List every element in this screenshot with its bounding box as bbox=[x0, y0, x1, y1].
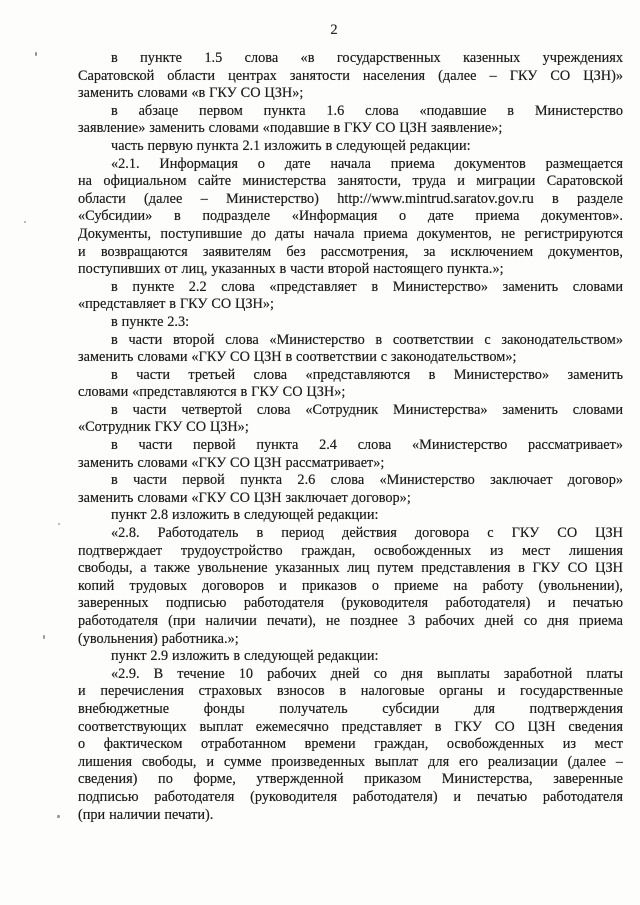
text-line: «2.9. В течение 10 рабочих дней со дня выплаты заработной платы bbox=[111, 665, 623, 682]
scan-artifact bbox=[58, 523, 60, 525]
text-line: заменить словами «ГКУ СО ЦЗН в соответствии с законодательством»; bbox=[78, 349, 517, 366]
text-line: пункт 2.9 изложить в следующей редакции: bbox=[111, 648, 379, 665]
text-line: лишения свободы, и сумме произведенных выплат для его реализации (далее – bbox=[78, 753, 623, 770]
text-line: заявление» заменить словами «подавшие в ГКУ СО ЦЗН заявление»; bbox=[78, 120, 503, 137]
text-line: копий трудовых договоров и приказов о приеме на работу (увольнении), bbox=[78, 577, 623, 594]
text-line: области (далее – Министерство) http://www.mintrud.saratov.gov.ru в разделе bbox=[78, 190, 623, 207]
text-line: в части третьей слова «представляются в Министерство» заменить bbox=[111, 366, 623, 383]
text-line: пункт 2.8 изложить в следующей редакции: bbox=[111, 507, 379, 524]
text-line: заменить словами «в ГКУ СО ЦЗН»; bbox=[78, 85, 304, 102]
text-line: «представляет в ГКУ СО ЦЗН»; bbox=[78, 296, 274, 313]
text-line: «2.1. Информация о дате начала приема документов размещается bbox=[111, 155, 623, 172]
text-line: сведения) по форме, утвержденной приказом Министерства, заверенные bbox=[78, 771, 623, 788]
text-line: в части первой пункта 2.6 слова «Министерство заключает договор» bbox=[111, 472, 623, 489]
scan-artifact bbox=[24, 221, 26, 223]
text-line: и возвращаются заявителям без рассмотрения, за исключением документов, bbox=[78, 243, 623, 260]
text-line: соответствующих выплат ежемесячно представляет в ГКУ СО ЦЗН сведения bbox=[78, 718, 623, 735]
text-line: заменить словами «ГКУ СО ЦЗН заключает договор»; bbox=[78, 489, 411, 506]
page-number: 2 bbox=[330, 22, 338, 38]
scan-artifact bbox=[35, 52, 37, 56]
text-line: в части второй слова «Министерство в соответствии с законодательством» bbox=[111, 331, 623, 348]
text-line: подтверждает трудоустройство граждан, освобожденных из мест лишения bbox=[78, 542, 623, 559]
text-line: внебюджетные фонды получатель субсидии для подтверждения bbox=[78, 700, 623, 717]
text-line: в части четвертой слова «Сотрудник Министерства» заменить словами bbox=[111, 401, 623, 418]
text-line: в пункте 2.2 слова «представляет в Министерство» заменить словами bbox=[111, 278, 623, 295]
text-line: «2.8. Работодатель в период действия договора с ГКУ СО ЦЗН bbox=[111, 525, 623, 542]
text-line: подписью работодателя (руководителя работодателя) и печатью работодателя bbox=[78, 788, 623, 805]
scan-artifact bbox=[43, 635, 45, 639]
text-line: на официальном сайте министерства занятости, труда и миграции Саратовской bbox=[78, 173, 623, 190]
text-line: в пункте 1.5 слова «в государственных казенных учреждениях bbox=[111, 50, 623, 66]
text-line: (при наличии печати). bbox=[78, 806, 214, 823]
text-line: «Субсидии» в подразделе «Информация о дате приема документов». bbox=[78, 208, 623, 225]
scan-artifact bbox=[57, 815, 60, 818]
text-line: словами «представляются в ГКУ СО ЦЗН»; bbox=[78, 384, 346, 401]
text-line: и перечисления страховых взносов в налоговые органы и государственные bbox=[78, 683, 623, 700]
document-body bbox=[78, 50, 623, 824]
text-line: «Сотрудник ГКУ СО ЦЗН»; bbox=[78, 419, 249, 436]
text-line: о фактическом отработанном времени граждан, освобожденных из мест bbox=[78, 736, 623, 753]
text-line: Документы, поступившие до даты начала приема документов, не регистрируются bbox=[78, 225, 623, 242]
text-line: в части первой пункта 2.4 слова «Министерство рассматривает» bbox=[111, 437, 623, 454]
text-line: часть первую пункта 2.1 изложить в следующей редакции: bbox=[111, 137, 471, 154]
text-line: свободы, а также увольнение указанных лиц путем представления в ГКУ СО ЦЗН bbox=[78, 560, 623, 577]
text-line: (увольнения) работника.»; bbox=[78, 630, 239, 647]
text-line: заменить словами «ГКУ СО ЦЗН рассматривает»; bbox=[78, 454, 385, 471]
text-line: Саратовской области центрах занятости населения (далее – ГКУ СО ЦЗН)» bbox=[78, 67, 623, 84]
text-line: в абзаце первом пункта 1.6 слова «подавшие в Министерство bbox=[111, 102, 623, 119]
text-line: заверенных подписью работодателя (руководителя работодателя) и печатью bbox=[78, 595, 623, 612]
text-line: в пункте 2.3: bbox=[111, 313, 190, 330]
text-line: поступивших от лиц, указанных в части второй настоящего пункта.»; bbox=[78, 261, 504, 278]
text-line: работодателя (при наличии печати), не позднее 3 рабочих дней со дня приема bbox=[78, 613, 623, 629]
